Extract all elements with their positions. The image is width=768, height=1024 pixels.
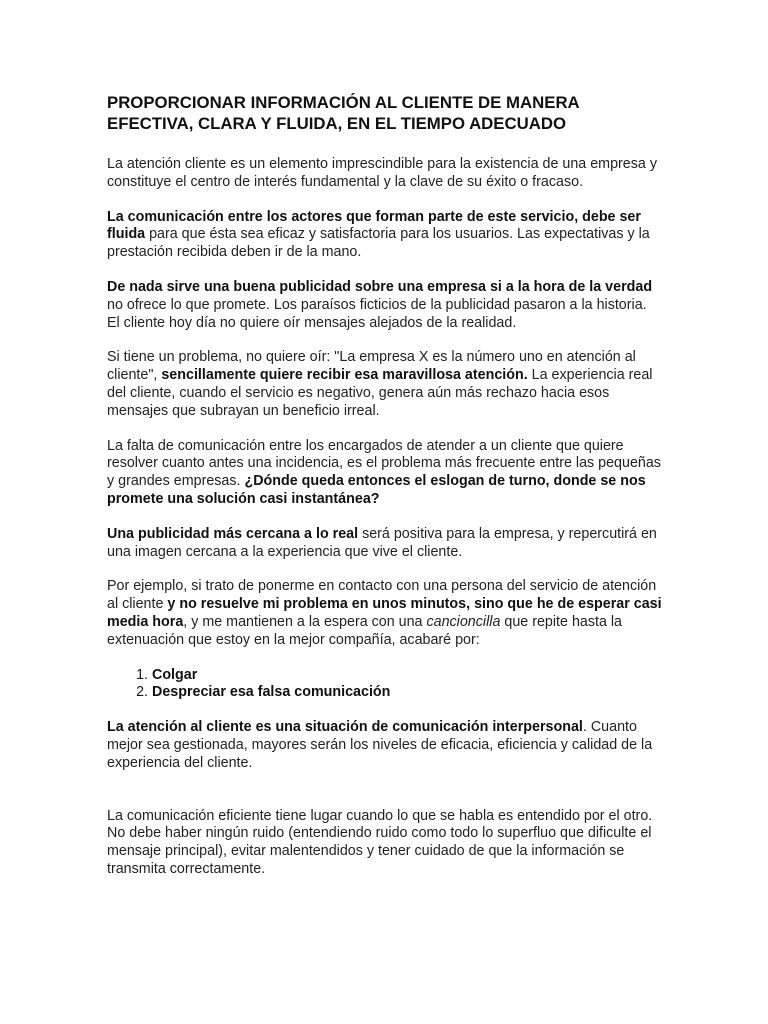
paragraph-5	[107, 438, 662, 509]
paragraph-5-start: La falta de comunicación entre los encargados de atender a un cliente que quiere resolver cuanto antes una incidencia, es el problema más frecuente entre las pequeñas y grandes empresas.	[107, 437, 661, 490]
paragraph-7	[107, 578, 662, 649]
paragraph-6-text: será positiva para la empresa, y repercutirá en una imagen cercana a la experiencia que vive el cliente.	[107, 525, 657, 560]
paragraph-2-bold: La comunicación entre los actores que forman parte de este servicio, debe ser fluida	[107, 208, 641, 243]
document-title: PROPORCIONAR INFORMACIÓN AL CLIENTE DE MANERA EFECTIVA, CLARA Y FLUIDA, EN EL TIEMPO ADECUADO	[107, 93, 580, 133]
list-item-label: Despreciar esa falsa comunicación	[152, 684, 391, 701]
paragraph-7-text: que repite hasta la extenuación que estoy en la mejor compañía, acabaré por:	[107, 613, 623, 648]
paragraph-4	[107, 349, 662, 420]
paragraph-7-italic: cancioncilla	[426, 613, 501, 630]
paragraph-2-text: para que ésta sea eficaz y satisfactoria para los usuarios. Las expectativas y la prestación recibida deben ir de la mano.	[107, 226, 650, 261]
paragraph-1-text: La atención cliente es un elemento imprescindible para la existencia de una empresa y constituye el centro de interés fundamental y la clave de su éxito o fracaso.	[107, 156, 657, 190]
paragraph-9-text: La comunicación eficiente tiene lugar cuando lo que se habla es entendido por el otro. No debe haber ningún ruido (entendiendo ruido como todo lo superfluo que dificulte el mensaje principal), evitar malentendidos y tener cuidado de que la información se transmita correctamente.	[107, 807, 653, 877]
paragraph-2	[107, 209, 662, 262]
paragraph-3	[107, 279, 662, 332]
paragraph-7-start: Por ejemplo, si trato de ponerme en contacto con una persona del servicio de atención al cliente	[107, 578, 657, 613]
paragraph-8-text: . Cuanto mejor sea gestionada, mayores serán los niveles de eficacia, eficiencia y calidad de la experiencia del cliente.	[107, 719, 653, 771]
paragraph-3-bold: De nada sirve una buena publicidad sobre una empresa si a la hora de la verdad	[107, 278, 653, 295]
paragraph-7-mid: , y me mantienen a la espera con una	[183, 613, 427, 630]
paragraph-7-bold: y no resuelve mi problema en unos minutos, sino que he de esperar casi media hora	[107, 596, 662, 630]
paragraph-4-bold: sencillamente quiere recibir esa maravillosa atención.	[161, 367, 528, 384]
paragraph-1	[107, 156, 662, 192]
numbered-list	[107, 667, 662, 703]
list-item	[152, 684, 662, 702]
paragraph-5-bold: ¿Dónde queda entonces el eslogan de turno, donde se nos promete una solución casi instantánea?	[107, 473, 646, 507]
paragraph-8-bold: La atención al cliente es una situación de comunicación interpersonal	[107, 719, 583, 736]
paragraph-4-start: Si tiene un problema, no quiere oír: "La empresa X es la número uno en atención al cliente",	[107, 349, 636, 384]
list-item-label: Colgar	[152, 666, 198, 683]
list-item	[152, 667, 662, 685]
paragraph-6	[107, 526, 662, 562]
paragraph-3-text: no ofrece lo que promete. Los paraísos ficticios de la publicidad pasaron a la historia. El cliente hoy día no quiere oír mensajes alejados de la realidad.	[107, 296, 647, 331]
paragraph-9	[107, 808, 662, 879]
paragraph-6-bold: Una publicidad más cercana a lo real	[107, 525, 359, 542]
paragraph-4-text: La experiencia real del cliente, cuando el servicio es negativo, genera aún más rechazo hacia esos mensajes que subrayan un beneficio irreal.	[107, 367, 653, 419]
paragraph-8	[107, 719, 662, 772]
